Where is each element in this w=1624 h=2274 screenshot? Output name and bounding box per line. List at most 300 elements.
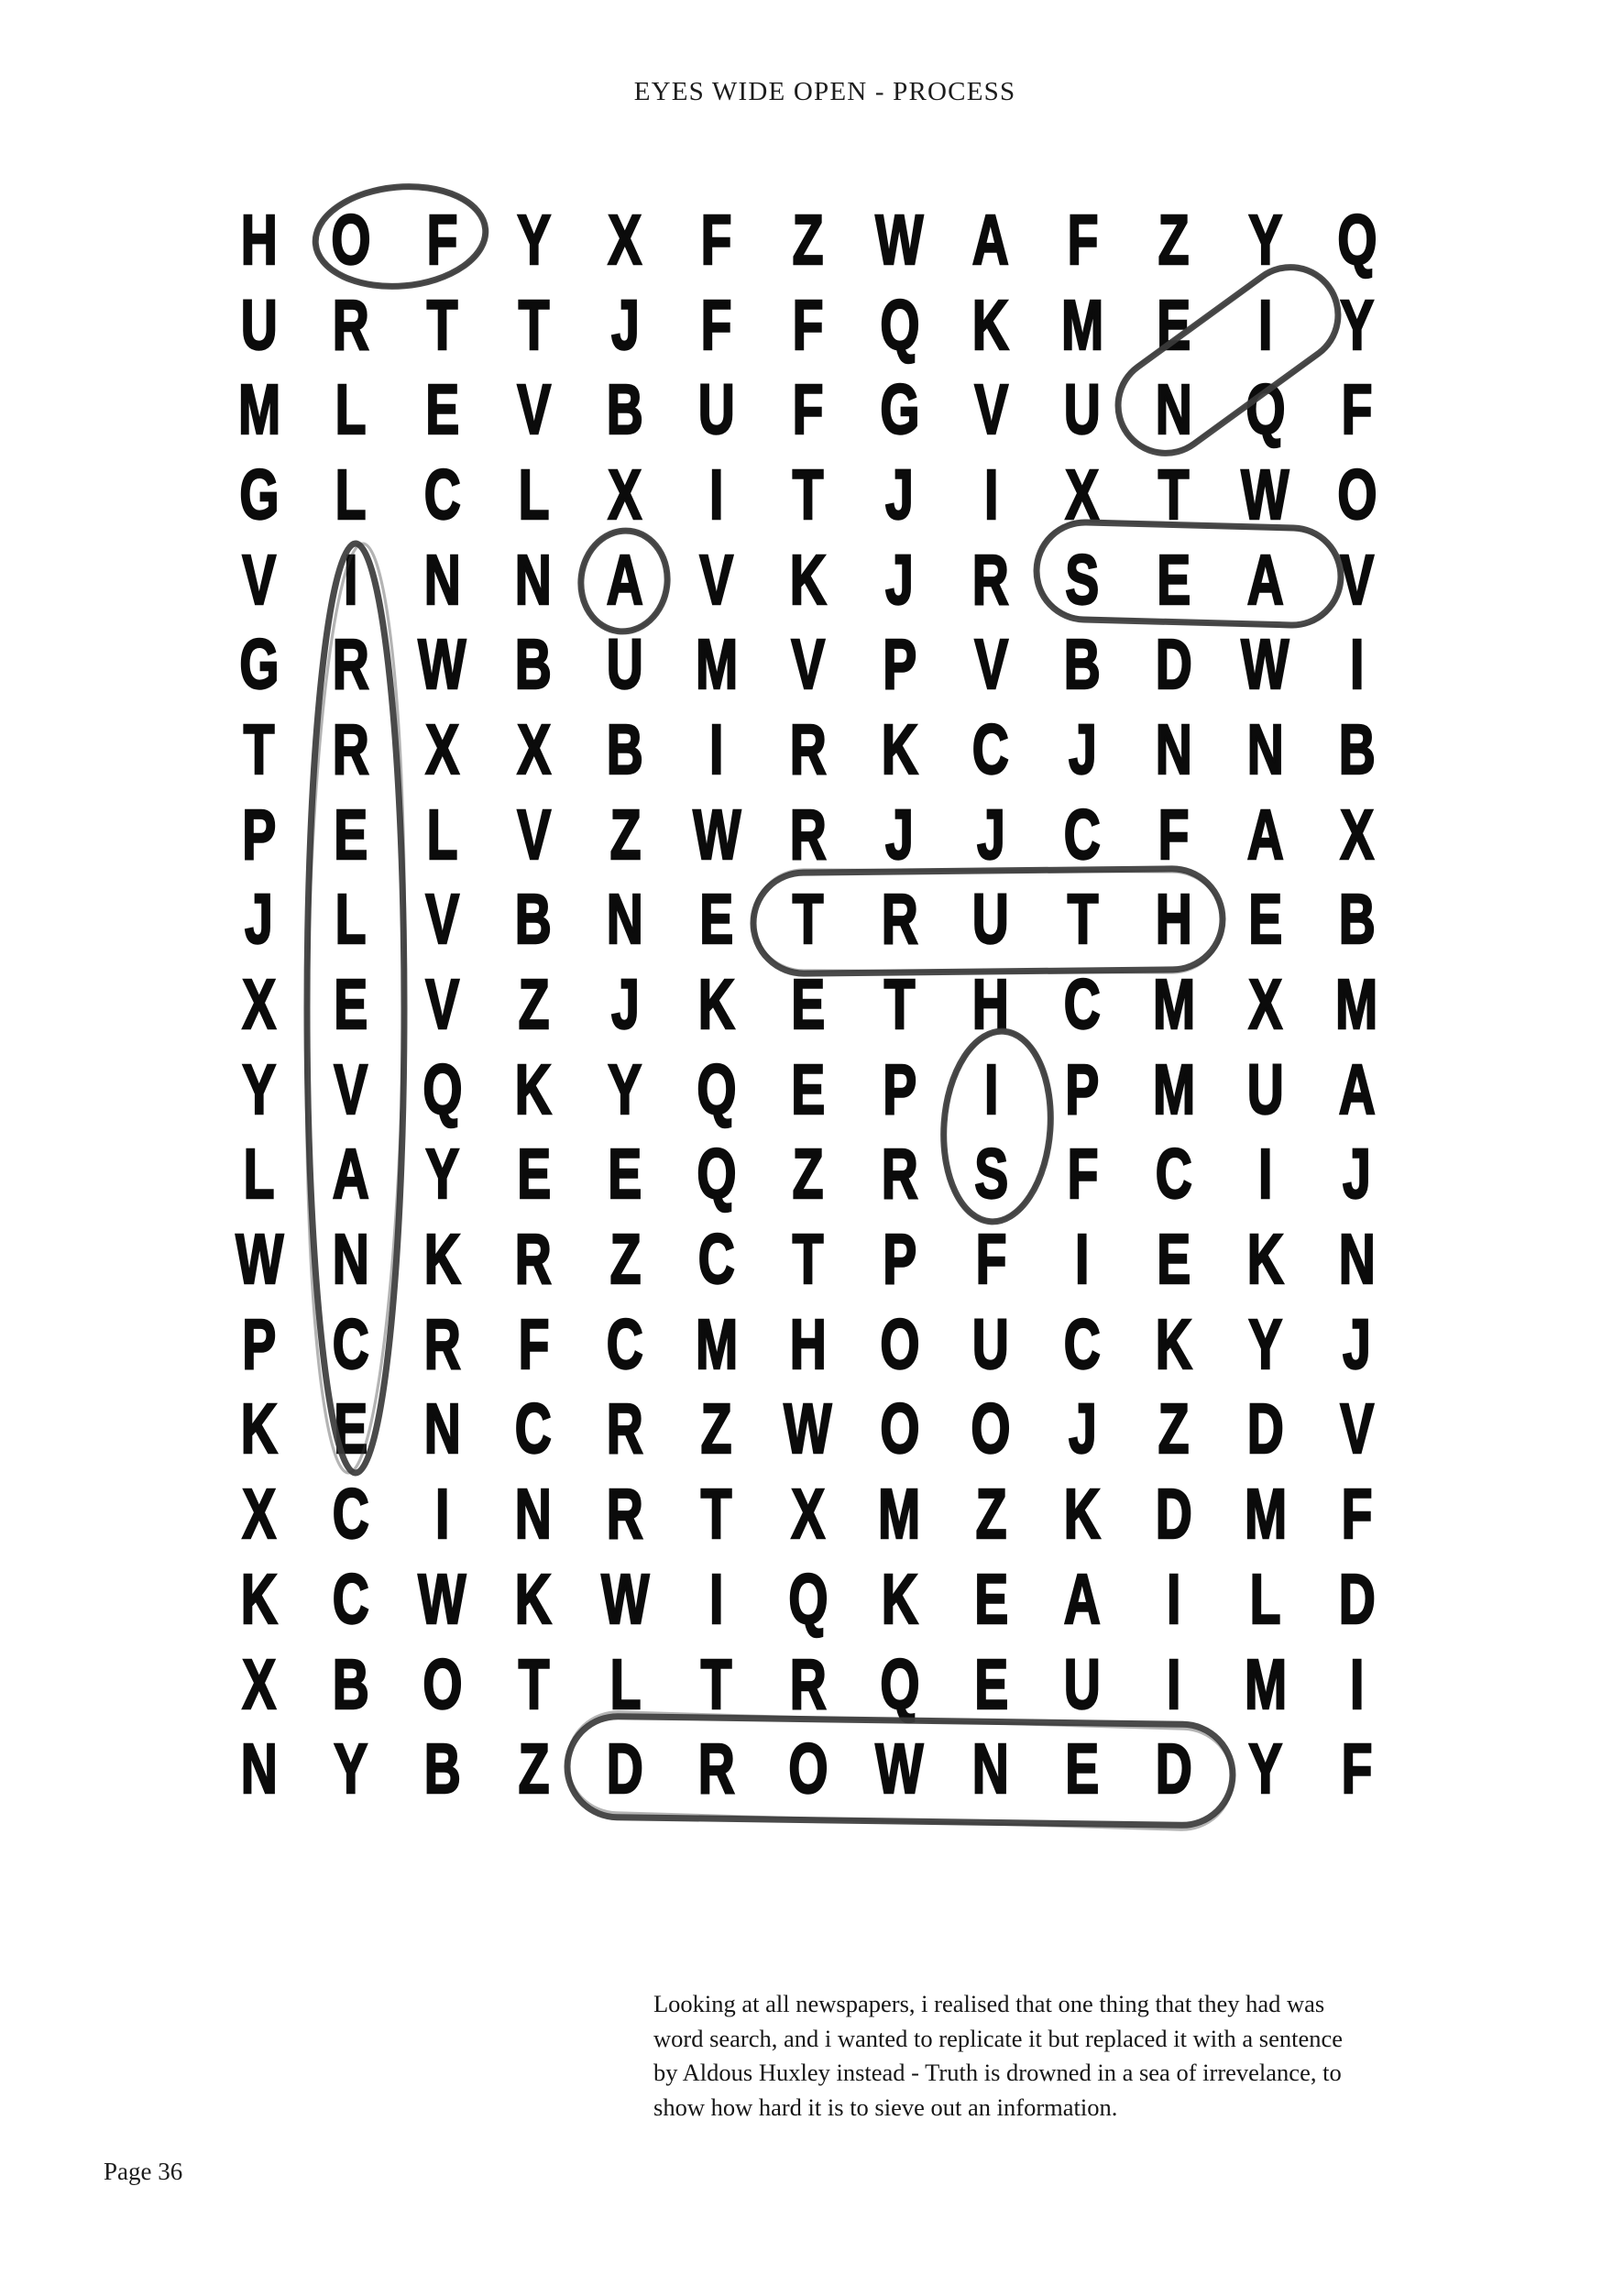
grid-letter: K bbox=[881, 709, 918, 789]
grid-letter: W bbox=[418, 625, 466, 705]
grid-cell bbox=[1311, 1133, 1403, 1218]
grid-cell bbox=[488, 1472, 579, 1557]
grid-cell bbox=[305, 283, 397, 368]
grid-cell bbox=[671, 708, 763, 793]
grid-cell bbox=[1311, 878, 1403, 963]
grid-letter: T bbox=[883, 965, 916, 1045]
grid-cell bbox=[397, 198, 488, 283]
grid-letter: R bbox=[972, 540, 1010, 620]
grid-letter: M bbox=[237, 370, 280, 450]
grid-cell bbox=[1311, 1388, 1403, 1473]
grid-letter: I bbox=[1257, 1135, 1273, 1214]
grid-letter: K bbox=[1064, 1475, 1102, 1554]
grid-letter: T bbox=[426, 285, 458, 365]
grid-letter: A bbox=[1064, 1559, 1102, 1639]
grid-cell bbox=[1311, 453, 1403, 538]
grid-cell bbox=[305, 962, 397, 1048]
grid-cell bbox=[945, 198, 1037, 283]
grid-letter: V bbox=[516, 370, 551, 450]
grid-letter: N bbox=[1338, 1220, 1376, 1300]
grid-letter: E bbox=[334, 795, 368, 874]
grid-cell bbox=[579, 793, 671, 878]
grid-cell bbox=[945, 708, 1037, 793]
grid-letter: T bbox=[1067, 880, 1099, 960]
grid-cell bbox=[1037, 1472, 1128, 1557]
grid-cell bbox=[763, 368, 854, 453]
grid-letter: F bbox=[975, 1220, 1007, 1300]
grid-cell bbox=[579, 1642, 671, 1728]
grid-cell bbox=[763, 708, 854, 793]
grid-letter: E bbox=[1065, 1730, 1100, 1809]
grid-cell bbox=[488, 878, 579, 963]
grid-letter: C bbox=[423, 455, 461, 534]
grid-cell bbox=[1128, 962, 1220, 1048]
grid-cell bbox=[579, 198, 671, 283]
grid-letter: P bbox=[242, 1304, 277, 1384]
grid-letter: W bbox=[692, 795, 741, 874]
grid-cell bbox=[397, 1557, 488, 1642]
grid-cell bbox=[1220, 538, 1311, 623]
grid-letter: Q bbox=[697, 1135, 737, 1214]
grid-letter: F bbox=[700, 285, 732, 365]
grid-cell bbox=[945, 1642, 1037, 1728]
grid-cell bbox=[214, 793, 305, 878]
grid-letter: V bbox=[699, 540, 734, 620]
grid-cell bbox=[763, 1472, 854, 1557]
grid-cell bbox=[488, 1642, 579, 1728]
grid-cell bbox=[945, 1472, 1037, 1557]
grid-cell bbox=[214, 1133, 305, 1218]
grid-cell bbox=[1037, 368, 1128, 453]
grid-letter: D bbox=[1155, 1475, 1192, 1554]
grid-cell bbox=[1220, 1133, 1311, 1218]
grid-cell bbox=[1128, 793, 1220, 878]
grid-letter: O bbox=[971, 1390, 1011, 1469]
grid-cell bbox=[854, 368, 946, 453]
grid-letter: M bbox=[1244, 1644, 1287, 1724]
grid-letter: H bbox=[972, 965, 1010, 1045]
grid-letter: A bbox=[332, 1135, 369, 1214]
grid-cell bbox=[1037, 1388, 1128, 1473]
grid-letter: D bbox=[607, 1730, 644, 1809]
grid-letter: D bbox=[1155, 1730, 1192, 1809]
grid-cell bbox=[488, 622, 579, 708]
grid-letter: N bbox=[423, 540, 461, 620]
grid-letter: V bbox=[242, 540, 277, 620]
grid-cell bbox=[488, 1302, 579, 1388]
grid-letter: K bbox=[423, 1220, 461, 1300]
grid-cell bbox=[1220, 878, 1311, 963]
grid-letter: I bbox=[1257, 285, 1273, 365]
grid-cell bbox=[214, 622, 305, 708]
grid-cell bbox=[1128, 708, 1220, 793]
grid-cell bbox=[1220, 283, 1311, 368]
grid-letter: V bbox=[425, 880, 459, 960]
grid-letter: V bbox=[791, 625, 826, 705]
grid-letter: G bbox=[879, 370, 920, 450]
grid-cell bbox=[305, 708, 397, 793]
grid-letter: D bbox=[1155, 625, 1192, 705]
grid-letter: N bbox=[332, 1220, 369, 1300]
grid-cell bbox=[305, 793, 397, 878]
grid-cell bbox=[1037, 1133, 1128, 1218]
grid-letter: I bbox=[1075, 1220, 1090, 1300]
grid-letter: U bbox=[972, 1304, 1010, 1384]
grid-letter: T bbox=[518, 285, 550, 365]
grid-cell bbox=[397, 878, 488, 963]
grid-letter: B bbox=[1338, 709, 1376, 789]
grid-cell bbox=[1128, 453, 1220, 538]
grid-letter: N bbox=[972, 1730, 1010, 1809]
grid-cell bbox=[305, 1048, 397, 1133]
grid-cell bbox=[305, 878, 397, 963]
grid-letter: I bbox=[983, 1049, 998, 1129]
grid-letter: Y bbox=[608, 1049, 642, 1129]
grid-cell bbox=[397, 1727, 488, 1812]
grid-cell bbox=[579, 1217, 671, 1302]
grid-letter: K bbox=[972, 285, 1010, 365]
grid-letter: R bbox=[607, 1390, 644, 1469]
grid-letter: C bbox=[1064, 1304, 1102, 1384]
grid-cell bbox=[763, 622, 854, 708]
grid-letter: Z bbox=[975, 1475, 1007, 1554]
grid-cell bbox=[488, 1133, 579, 1218]
grid-letter: B bbox=[1064, 625, 1102, 705]
grid-letter: Q bbox=[1336, 200, 1377, 280]
grid-letter: E bbox=[791, 1049, 826, 1129]
grid-letter: T bbox=[792, 880, 824, 960]
grid-cell bbox=[214, 283, 305, 368]
grid-letter: X bbox=[791, 1475, 826, 1554]
grid-cell bbox=[488, 793, 579, 878]
grid-letter: N bbox=[1155, 709, 1192, 789]
grid-cell bbox=[1128, 1727, 1220, 1812]
grid-letter: O bbox=[788, 1730, 828, 1809]
grid-cell bbox=[1037, 1217, 1128, 1302]
grid-cell bbox=[763, 1133, 854, 1218]
grid-cell bbox=[488, 1388, 579, 1473]
grid-letter: V bbox=[425, 965, 459, 1045]
grid-letter: N bbox=[607, 880, 644, 960]
grid-letter: W bbox=[235, 1220, 284, 1300]
grid-cell bbox=[488, 368, 579, 453]
grid-cell bbox=[579, 622, 671, 708]
grid-cell bbox=[1311, 198, 1403, 283]
grid-letter: U bbox=[240, 285, 278, 365]
grid-letter: A bbox=[1246, 795, 1284, 874]
grid-letter: C bbox=[607, 1304, 644, 1384]
grid-cell bbox=[945, 453, 1037, 538]
grid-cell bbox=[305, 1388, 397, 1473]
grid-cell bbox=[671, 453, 763, 538]
grid-letter: A bbox=[1246, 540, 1284, 620]
grid-cell bbox=[1220, 1302, 1311, 1388]
grid-letter: W bbox=[784, 1390, 832, 1469]
grid-letter: M bbox=[695, 1304, 738, 1384]
grid-cell bbox=[305, 1133, 397, 1218]
grid-letter: T bbox=[518, 1644, 550, 1724]
caption-line: show how hard it is to sieve out an information. bbox=[653, 2093, 1118, 2121]
grid-cell bbox=[305, 1472, 397, 1557]
grid-cell bbox=[1128, 878, 1220, 963]
grid-letter: I bbox=[709, 1559, 724, 1639]
caption-line: word search, and i wanted to replicate it but replaced it with a sentence bbox=[653, 2024, 1344, 2052]
grid-cell bbox=[945, 1048, 1037, 1133]
grid-cell bbox=[488, 198, 579, 283]
grid-cell bbox=[579, 1133, 671, 1218]
grid-cell bbox=[488, 1217, 579, 1302]
grid-letter: Q bbox=[422, 1049, 463, 1129]
grid-letter: Q bbox=[879, 285, 920, 365]
grid-cell bbox=[397, 368, 488, 453]
grid-letter: I bbox=[1349, 625, 1365, 705]
grid-letter: R bbox=[332, 285, 369, 365]
grid-cell bbox=[945, 962, 1037, 1048]
grid-cell bbox=[305, 1557, 397, 1642]
grid-letter: N bbox=[423, 1390, 461, 1469]
grid-cell bbox=[579, 1048, 671, 1133]
grid-cell bbox=[397, 793, 488, 878]
grid-cell bbox=[854, 453, 946, 538]
grid-cell bbox=[945, 793, 1037, 878]
grid-cell bbox=[1220, 1557, 1311, 1642]
grid-letter: F bbox=[1067, 1135, 1099, 1214]
grid-letter: U bbox=[607, 625, 644, 705]
grid-cell bbox=[854, 1302, 946, 1388]
grid-cell bbox=[214, 1642, 305, 1728]
grid-cell bbox=[671, 1642, 763, 1728]
grid-cell bbox=[397, 708, 488, 793]
grid-cell bbox=[1037, 708, 1128, 793]
grid-letter: Z bbox=[1158, 200, 1190, 280]
grid-cell bbox=[214, 878, 305, 963]
grid-cell bbox=[1311, 962, 1403, 1048]
grid-letter: Q bbox=[788, 1559, 828, 1639]
grid-cell bbox=[1311, 708, 1403, 793]
grid-cell bbox=[671, 622, 763, 708]
grid-letter: C bbox=[332, 1304, 369, 1384]
grid-letter: S bbox=[973, 1135, 1008, 1214]
grid-letter: E bbox=[1157, 540, 1191, 620]
grid-cell bbox=[1311, 793, 1403, 878]
grid-cell bbox=[671, 1217, 763, 1302]
grid-letter: R bbox=[332, 625, 369, 705]
grid-letter: L bbox=[335, 880, 367, 960]
grid-cell bbox=[671, 283, 763, 368]
grid-cell bbox=[1311, 368, 1403, 453]
grid-letter: U bbox=[1064, 1644, 1102, 1724]
grid-letter: E bbox=[791, 965, 826, 1045]
grid-cell bbox=[579, 708, 671, 793]
grid-letter: I bbox=[434, 1475, 450, 1554]
grid-letter: R bbox=[881, 880, 918, 960]
page-title: EYES WIDE OPEN - PROCESS bbox=[633, 77, 1016, 106]
grid-cell bbox=[1037, 878, 1128, 963]
grid-letter: R bbox=[697, 1730, 735, 1809]
grid-letter: X bbox=[425, 709, 459, 789]
grid-cell bbox=[945, 1388, 1037, 1473]
grid-letter: W bbox=[1241, 455, 1289, 534]
grid-letter: X bbox=[1339, 795, 1374, 874]
grid-cell bbox=[397, 1217, 488, 1302]
grid-letter: Y bbox=[1248, 1730, 1283, 1809]
grid-cell bbox=[1128, 1557, 1220, 1642]
grid-letter: O bbox=[422, 1644, 463, 1724]
grid-letter: K bbox=[789, 540, 827, 620]
grid-cell bbox=[671, 1048, 763, 1133]
grid-letter: R bbox=[423, 1304, 461, 1384]
grid-cell bbox=[1311, 1217, 1403, 1302]
grid-cell bbox=[214, 1048, 305, 1133]
grid-cell bbox=[214, 1302, 305, 1388]
grid-letter: T bbox=[1158, 455, 1190, 534]
grid-letter: P bbox=[1065, 1049, 1100, 1129]
grid-cell bbox=[579, 1302, 671, 1388]
grid-cell bbox=[397, 1133, 488, 1218]
grid-cell bbox=[397, 1302, 488, 1388]
caption-paragraph bbox=[653, 1987, 1343, 2125]
grid-cell bbox=[945, 1727, 1037, 1812]
grid-letter: N bbox=[515, 1475, 553, 1554]
grid-cell bbox=[305, 538, 397, 623]
grid-cell bbox=[1220, 453, 1311, 538]
grid-letter: D bbox=[1246, 1390, 1284, 1469]
grid-letter: J bbox=[976, 795, 1005, 874]
grid-letter: B bbox=[607, 370, 644, 450]
grid-cell bbox=[1128, 1217, 1220, 1302]
grid-letter: X bbox=[608, 455, 642, 534]
grid-letter: L bbox=[609, 1644, 642, 1724]
grid-letter: P bbox=[882, 1049, 916, 1129]
grid-cell bbox=[1128, 1133, 1220, 1218]
grid-letter: L bbox=[335, 370, 367, 450]
grid-cell bbox=[214, 1557, 305, 1642]
grid-letter: C bbox=[972, 709, 1010, 789]
grid-letter: J bbox=[245, 880, 274, 960]
grid-letter: Z bbox=[518, 1730, 550, 1809]
grid-cell bbox=[763, 793, 854, 878]
grid-cell bbox=[945, 1133, 1037, 1218]
grid-cell bbox=[854, 878, 946, 963]
grid-cell bbox=[305, 1217, 397, 1302]
grid-letter: Z bbox=[1158, 1390, 1190, 1469]
grid-cell bbox=[214, 198, 305, 283]
grid-cell bbox=[1311, 1557, 1403, 1642]
grid-letter: L bbox=[426, 795, 458, 874]
grid-cell bbox=[579, 1727, 671, 1812]
grid-cell bbox=[1220, 708, 1311, 793]
grid-cell bbox=[1220, 962, 1311, 1048]
grid-letter: M bbox=[1335, 965, 1378, 1045]
grid-letter: V bbox=[1339, 540, 1374, 620]
grid-letter: X bbox=[1065, 455, 1100, 534]
grid-letter: U bbox=[972, 880, 1010, 960]
grid-cell bbox=[1037, 453, 1128, 538]
grid-letter: J bbox=[1068, 1390, 1097, 1469]
grid-letter: K bbox=[697, 965, 735, 1045]
grid-cell bbox=[1037, 198, 1128, 283]
grid-letter: V bbox=[334, 1049, 368, 1129]
grid-cell bbox=[763, 283, 854, 368]
grid-letter: G bbox=[239, 625, 280, 705]
grid-letter: U bbox=[1246, 1049, 1284, 1129]
grid-letter: F bbox=[1341, 1475, 1373, 1554]
grid-cell bbox=[488, 1557, 579, 1642]
grid-letter: Z bbox=[609, 795, 642, 874]
grid-cell bbox=[1037, 1642, 1128, 1728]
wordsearch-grid bbox=[214, 198, 1402, 1812]
grid-letter: N bbox=[515, 540, 553, 620]
grid-letter: I bbox=[1167, 1559, 1181, 1639]
grid-cell bbox=[945, 1302, 1037, 1388]
grid-cell bbox=[579, 1557, 671, 1642]
grid-cell bbox=[1037, 1302, 1128, 1388]
grid-cell bbox=[854, 1727, 946, 1812]
grid-letter: J bbox=[1068, 709, 1097, 789]
grid-letter: O bbox=[1336, 455, 1377, 534]
grid-letter: F bbox=[426, 200, 458, 280]
grid-letter: J bbox=[1343, 1135, 1371, 1214]
grid-letter: Z bbox=[518, 965, 550, 1045]
grid-letter: E bbox=[334, 1390, 368, 1469]
grid-cell bbox=[1311, 622, 1403, 708]
grid-cell bbox=[397, 283, 488, 368]
grid-letter: O bbox=[879, 1304, 920, 1384]
grid-cell bbox=[945, 283, 1037, 368]
grid-letter: E bbox=[334, 965, 368, 1045]
grid-letter: C bbox=[1155, 1135, 1192, 1214]
grid-letter: C bbox=[332, 1475, 369, 1554]
grid-cell bbox=[579, 1472, 671, 1557]
grid-cell bbox=[1128, 283, 1220, 368]
grid-letter: O bbox=[331, 200, 371, 280]
grid-cell bbox=[1220, 793, 1311, 878]
grid-letter: X bbox=[516, 709, 551, 789]
grid-cell bbox=[945, 1217, 1037, 1302]
grid-cell bbox=[1128, 198, 1220, 283]
grid-letter: K bbox=[515, 1559, 553, 1639]
grid-cell bbox=[579, 283, 671, 368]
grid-letter: H bbox=[240, 200, 278, 280]
grid-cell bbox=[763, 198, 854, 283]
grid-cell bbox=[305, 368, 397, 453]
grid-cell bbox=[1220, 1388, 1311, 1473]
grid-letter: J bbox=[610, 285, 640, 365]
grid-letter: Z bbox=[609, 1220, 642, 1300]
grid-cell bbox=[854, 793, 946, 878]
grid-cell bbox=[579, 1388, 671, 1473]
grid-letter: H bbox=[789, 1304, 827, 1384]
grid-cell bbox=[305, 453, 397, 538]
grid-letter: I bbox=[1349, 1644, 1365, 1724]
grid-cell bbox=[214, 1217, 305, 1302]
grid-cell bbox=[854, 1217, 946, 1302]
grid-cell bbox=[488, 1048, 579, 1133]
grid-letter: F bbox=[700, 200, 732, 280]
grid-letter: Z bbox=[792, 1135, 824, 1214]
grid-letter: W bbox=[600, 1559, 650, 1639]
grid-cell bbox=[854, 1642, 946, 1728]
grid-letter: E bbox=[973, 1644, 1008, 1724]
grid-letter: H bbox=[1155, 880, 1192, 960]
grid-cell bbox=[397, 962, 488, 1048]
grid-letter: L bbox=[243, 1135, 275, 1214]
grid-cell bbox=[671, 878, 763, 963]
grid-letter: J bbox=[610, 965, 640, 1045]
grid-cell bbox=[305, 198, 397, 283]
grid-cell bbox=[1128, 1388, 1220, 1473]
grid-cell bbox=[1128, 1302, 1220, 1388]
